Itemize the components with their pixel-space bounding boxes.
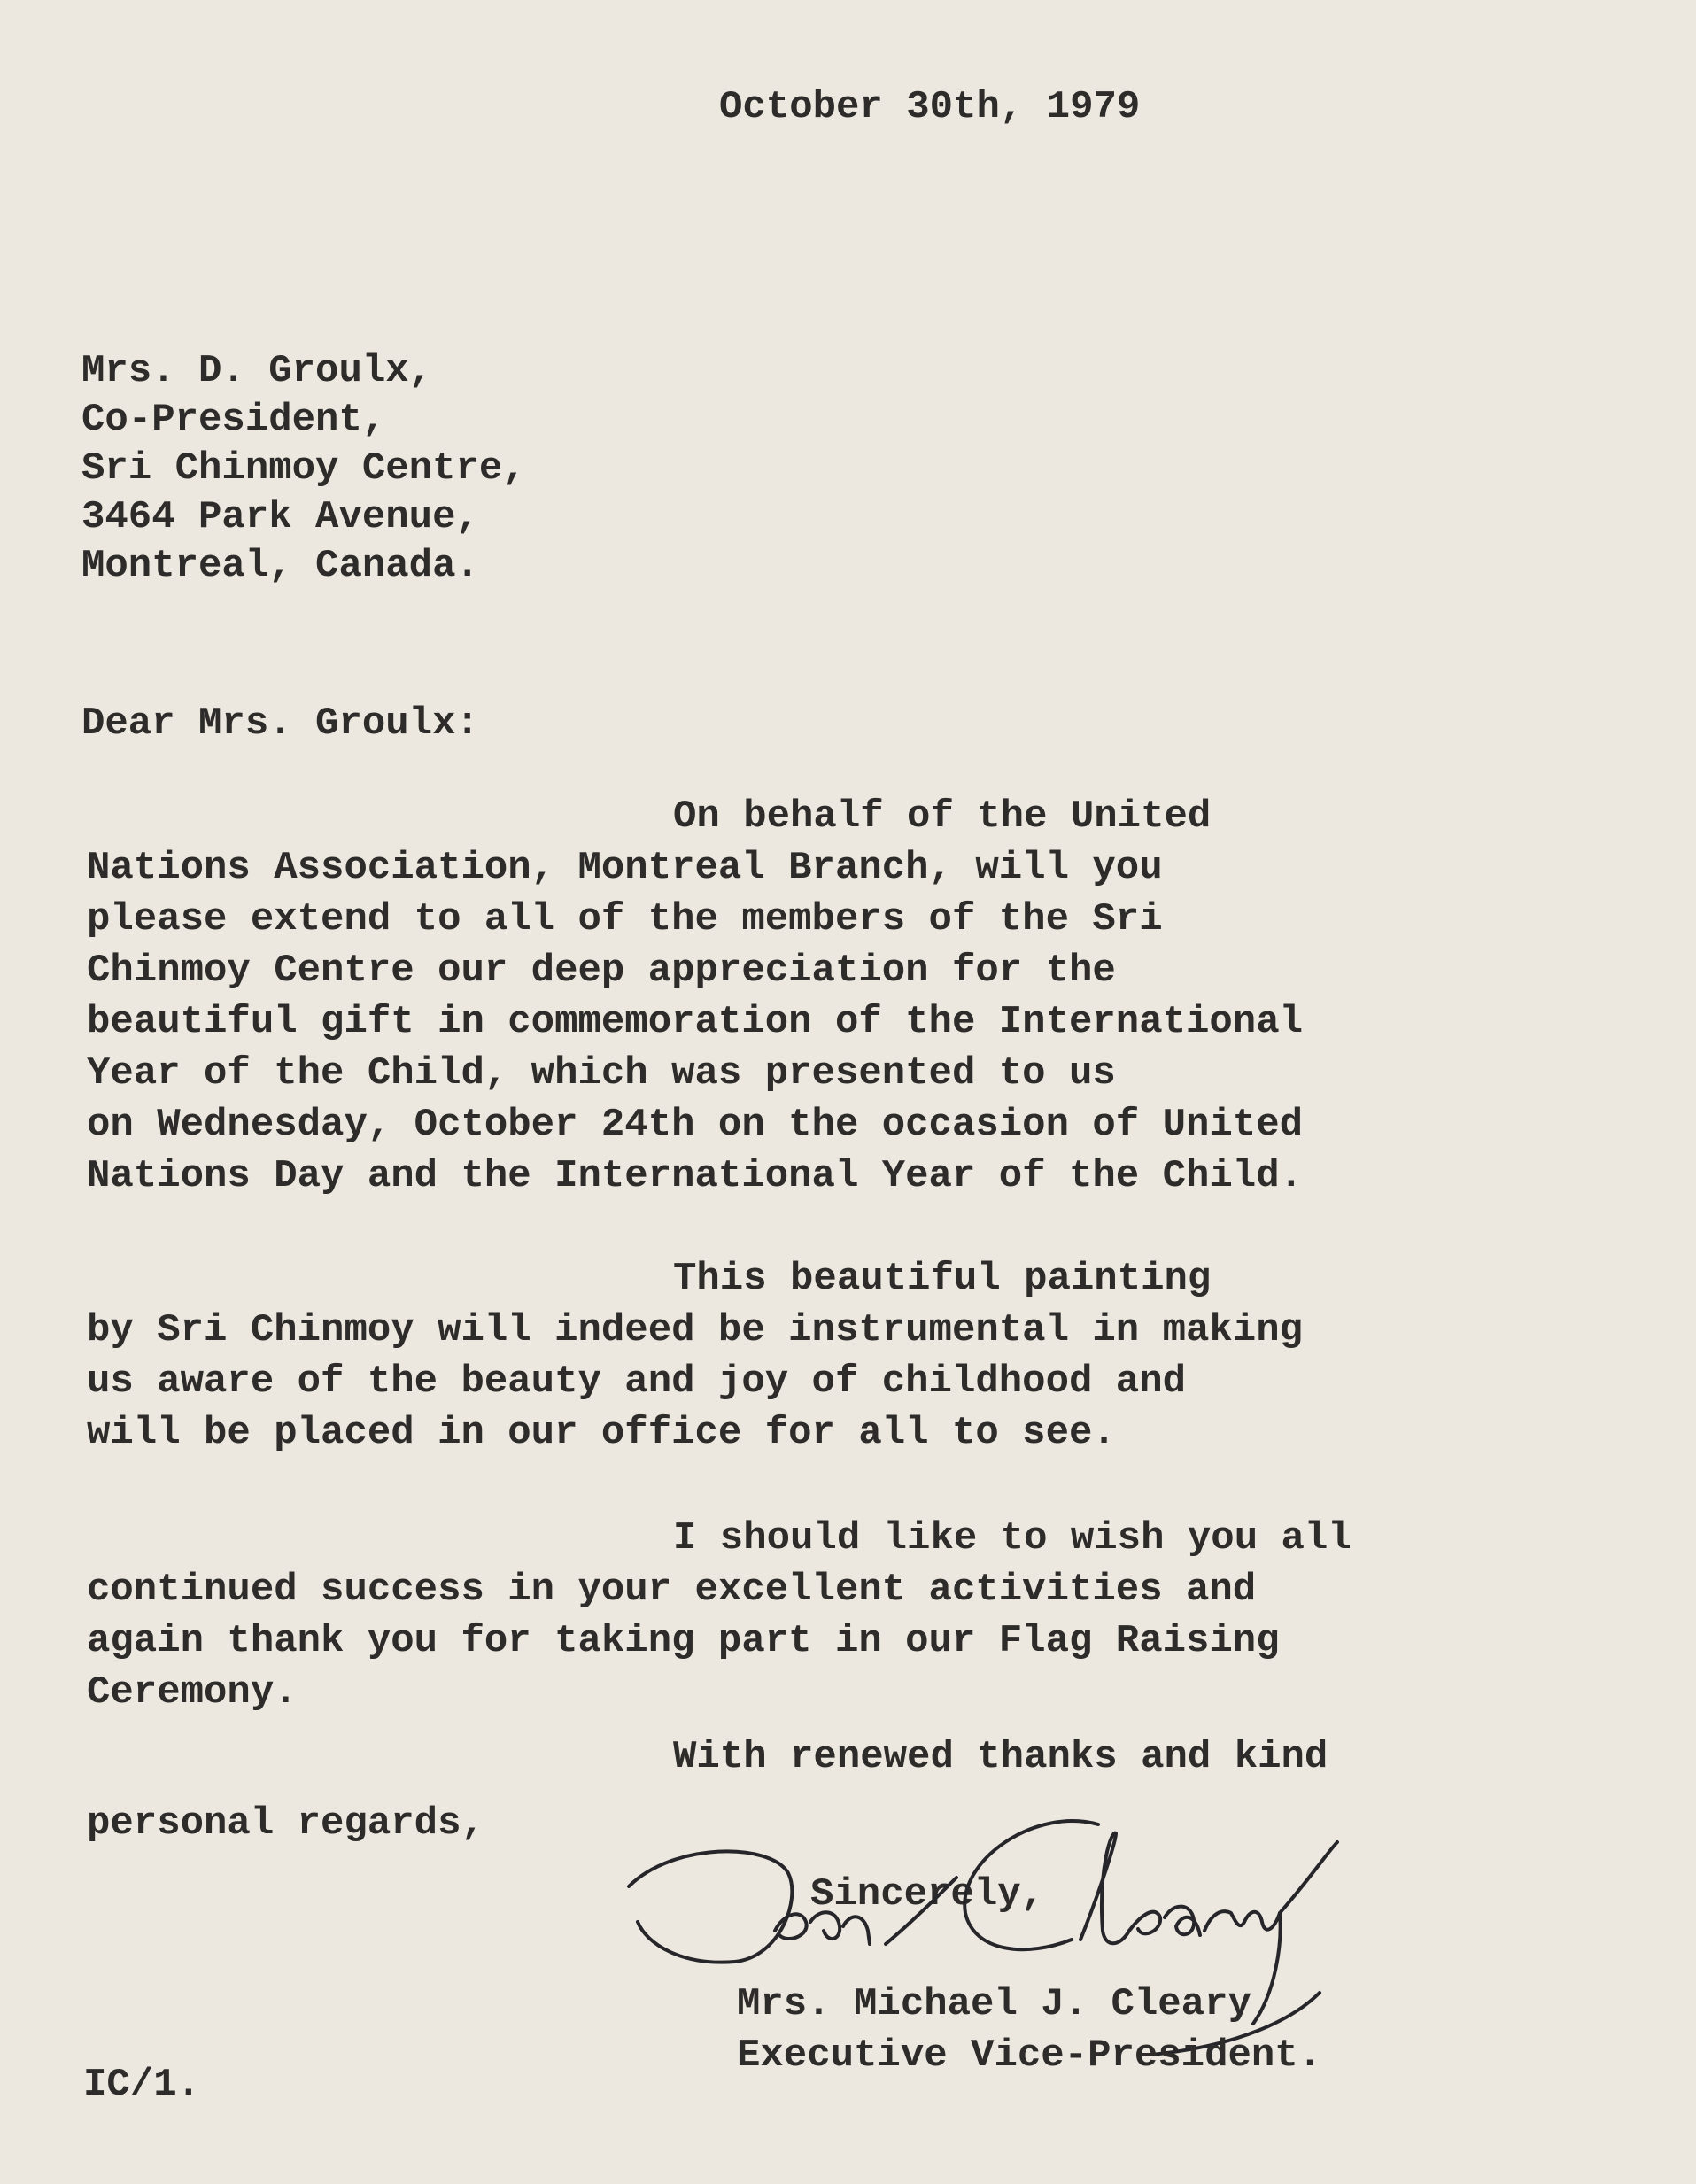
body-paragraph-3-line: again thank you for taking part in our Flag Raising xyxy=(87,1619,1280,1663)
body-paragraph-1-line: on Wednesday, October 24th on the occasion of United xyxy=(87,1103,1304,1147)
signatory-title: Executive Vice-President. xyxy=(737,2033,1322,2078)
body-paragraph-1-line: please extend to all of the members of the Sri xyxy=(87,897,1163,941)
salutation: Dear Mrs. Groulx: xyxy=(81,701,479,746)
body-paragraph-3-line: continued success in your excellent activities and xyxy=(87,1568,1257,1612)
closing: Sincerely, xyxy=(810,1872,1045,1917)
body-paragraph-4-line: With renewed thanks and kind xyxy=(673,1735,1328,1779)
recipient-line-name: Mrs. D. Groulx, xyxy=(81,349,433,393)
body-paragraph-3-line: Ceremony. xyxy=(87,1670,298,1715)
letter-date: October 30th, 1979 xyxy=(719,85,1141,129)
recipient-line-city: Montreal, Canada. xyxy=(81,544,479,588)
signatory-name: Mrs. Michael J. Cleary xyxy=(737,1982,1251,2026)
body-paragraph-1-line: beautiful gift in commemoration of the International xyxy=(87,1000,1304,1044)
body-paragraph-2-line: This beautiful painting xyxy=(673,1257,1212,1301)
body-paragraph-1-line: On behalf of the United xyxy=(673,794,1212,839)
recipient-line-street: 3464 Park Avenue, xyxy=(81,495,479,539)
body-paragraph-1-line: Chinmoy Centre our deep appreciation for the xyxy=(87,949,1116,993)
body-paragraph-4-line: personal regards, xyxy=(87,1801,484,1846)
body-paragraph-1-line: Nations Day and the International Year of the Child. xyxy=(87,1154,1304,1198)
recipient-line-organization: Sri Chinmoy Centre, xyxy=(81,446,526,491)
body-paragraph-2-line: will be placed in our office for all to see. xyxy=(87,1411,1116,1455)
reference-initials: IC/1. xyxy=(83,2063,201,2107)
recipient-line-title: Co-President, xyxy=(81,398,386,442)
body-paragraph-1-line: Nations Association, Montreal Branch, will you xyxy=(87,846,1163,890)
body-paragraph-2-line: by Sri Chinmoy will indeed be instrumental in making xyxy=(87,1308,1304,1352)
body-paragraph-1-line: Year of the Child, which was presented to us xyxy=(87,1051,1116,1096)
body-paragraph-3-line: I should like to wish you all xyxy=(673,1516,1351,1561)
body-paragraph-2-line: us aware of the beauty and joy of childhood and xyxy=(87,1359,1187,1404)
